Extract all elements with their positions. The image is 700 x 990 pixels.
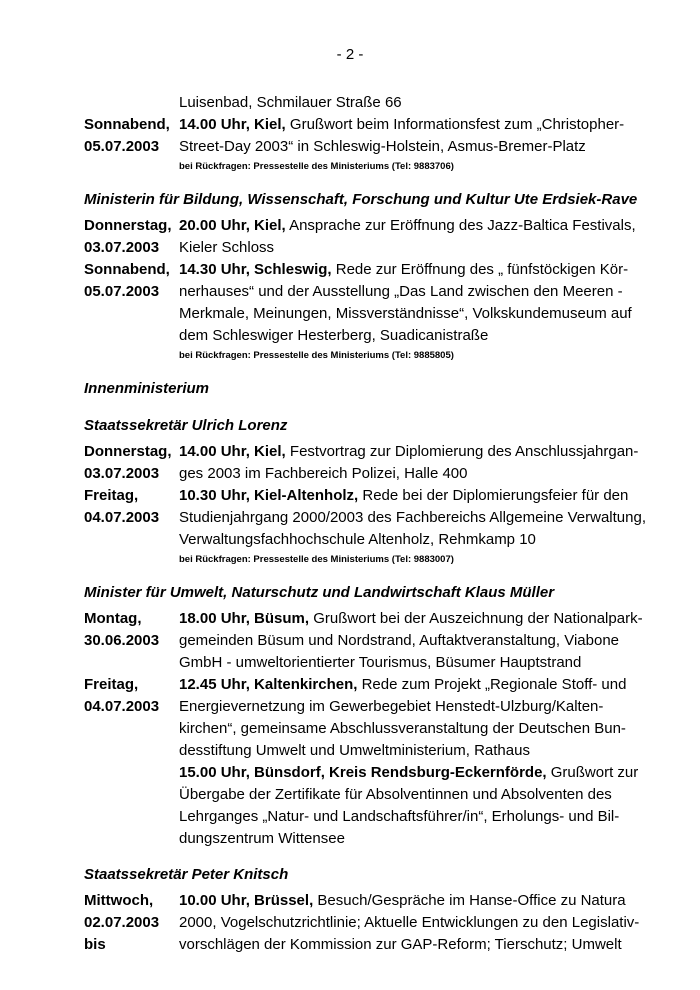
entry-text xyxy=(179,485,646,551)
entry-range: bis xyxy=(84,936,106,953)
entry-desc: Rede zur Eröffnung des „ fünfstöckigen Kör- xyxy=(331,261,629,278)
entry-line xyxy=(179,762,644,784)
entry-line xyxy=(179,114,644,136)
press-contact-note: bei Rückfragen: Pressestelle des Ministeriums (Tel: 9885805) xyxy=(179,350,454,361)
entry-desc: Rede zum Projekt „Regionale Stoff- und xyxy=(357,676,627,693)
entry-line: Verwaltungsfachhochschule Altenholz, Rehmkamp 10 xyxy=(179,531,536,548)
entry-line: 2000, Vogelschutzrichtlinie; Aktuelle Entwicklungen zu den Legislativ- xyxy=(179,914,640,931)
entry-date xyxy=(84,441,179,485)
entry-line: gemeinden Büsum und Nordstrand, Auftaktveranstaltung, Viabone xyxy=(179,632,620,649)
entry-text xyxy=(179,608,644,674)
entry-line: Street-Day 2003“ in Schleswig-Holstein, Asmus-Bremer-Platz xyxy=(179,138,586,155)
entry-line: Lehrganges „Natur- und Landschaftsführer/in“, Erholungs- und Bil- xyxy=(179,808,620,825)
entry-line: kirchen“, gemeinsame Abschlussveranstaltung der Deutschen Bun- xyxy=(179,720,626,737)
entry-line: desstiftung Umwelt und Umweltministerium, Rathaus xyxy=(179,742,530,759)
entry-weekday: Freitag, xyxy=(84,487,139,504)
entry-date xyxy=(84,114,179,158)
entry-date xyxy=(84,608,179,674)
entry-text xyxy=(179,441,644,485)
section-heading: Innenministerium xyxy=(84,380,210,397)
entry-line: Energievernetzung im Gewerbegebiet Henstedt-Ulzburg/Kalten- xyxy=(179,698,604,715)
entry-time-place: 15.00 Uhr, Bünsdorf, Kreis Rendsburg-Eckernförde, xyxy=(179,764,547,781)
entry-date xyxy=(84,92,179,114)
entry-desc: Besuch/Gespräche im Hanse-Office zu Natura xyxy=(313,892,626,909)
entry-time-place: 14.00 Uhr, Kiel, xyxy=(179,116,286,133)
entry-day: 03.07.2003 xyxy=(84,465,160,482)
schedule-entry xyxy=(84,890,644,956)
entry-day: 02.07.2003 xyxy=(84,914,160,931)
entry-line: vorschlägen der Kommission zur GAP-Reform; Tierschutz; Umwelt xyxy=(179,936,622,953)
section-heading: Staatssekretär Ulrich Lorenz xyxy=(84,417,288,434)
entry-text xyxy=(179,890,644,956)
entry-weekday: Sonnabend, xyxy=(84,261,170,278)
entry-line: dungszentrum Wittensee xyxy=(179,830,345,847)
schedule-entry xyxy=(84,215,644,259)
entry-line xyxy=(179,215,644,237)
entry-line: Kieler Schloss xyxy=(179,239,275,256)
entry-day: 03.07.2003 xyxy=(84,239,160,256)
entry-text xyxy=(179,674,644,850)
entry-line: dem Schleswiger Hesterberg, Suadicanistraße xyxy=(179,327,489,344)
entry-desc: Rede bei der Diplomierungsfeier für den xyxy=(358,487,629,504)
entry-line xyxy=(179,608,644,630)
entry-time-place: 14.30 Uhr, Schleswig, xyxy=(179,261,332,278)
entry-day: 30.06.2003 xyxy=(84,632,160,649)
schedule-entry xyxy=(84,114,644,158)
entry-time-place: 10.00 Uhr, Brüssel, xyxy=(179,892,314,909)
section-heading: Ministerin für Bildung, Wissenschaft, Forschung und Kultur Ute Erdsiek-Rave xyxy=(84,191,638,208)
schedule-entry xyxy=(84,485,644,551)
entry-line: nerhauses“ und der Ausstellung „Das Land zwischen den Meeren - xyxy=(179,283,623,300)
entry-day: 05.07.2003 xyxy=(84,138,160,155)
schedule-entry xyxy=(84,441,644,485)
schedule-entry xyxy=(84,92,644,114)
entry-desc: Grußwort zur xyxy=(546,764,639,781)
entry-date xyxy=(84,485,179,551)
entry-desc: Grußwort bei der Auszeichnung der Nationalpark- xyxy=(309,610,643,627)
entry-line xyxy=(179,259,644,281)
entry-text xyxy=(179,215,644,259)
entry-date xyxy=(84,215,179,259)
entry-line: Merkmale, Meinungen, Missverständnisse“, Volkskundemuseum auf xyxy=(179,305,632,322)
entry-weekday: Donnerstag, xyxy=(84,217,172,234)
entry-weekday: Sonnabend, xyxy=(84,116,170,133)
entry-text xyxy=(179,114,644,158)
press-contact-note: bei Rückfragen: Pressestelle des Ministeriums (Tel: 9883007) xyxy=(179,554,454,565)
entry-line xyxy=(179,674,644,696)
entry-time-place: 10.30 Uhr, Kiel-Altenholz, xyxy=(179,487,359,504)
entry-line xyxy=(179,441,644,463)
entry-time-place: 14.00 Uhr, Kiel, xyxy=(179,443,286,460)
entry-desc: Grußwort beim Informationsfest zum „Christopher- xyxy=(285,116,625,133)
entry-text xyxy=(179,92,644,114)
entry-day: 04.07.2003 xyxy=(84,509,160,526)
schedule-entry xyxy=(84,608,644,674)
entry-desc: Festvortrag zur Diplomierung des Anschlussjahrgan- xyxy=(285,443,639,460)
press-contact-note: bei Rückfragen: Pressestelle des Ministeriums (Tel: 9883706) xyxy=(179,161,454,172)
entry-day: 05.07.2003 xyxy=(84,283,160,300)
entry-line: GmbH - umweltorientierter Tourismus, Büsumer Hauptstrand xyxy=(179,654,582,671)
schedule-entry xyxy=(84,259,644,347)
document-body xyxy=(84,92,644,956)
entry-time-place: 20.00 Uhr, Kiel, xyxy=(179,217,286,234)
entry-line xyxy=(179,890,644,912)
section-heading: Minister für Umwelt, Naturschutz und Landwirtschaft Klaus Müller xyxy=(84,584,555,601)
entry-line xyxy=(179,485,646,507)
entry-desc: Ansprache zur Eröffnung des Jazz-Baltica Festivals, xyxy=(285,217,636,234)
entry-weekday: Mittwoch, xyxy=(84,892,154,909)
entry-line: Studienjahrgang 2000/2003 des Fachbereichs Allgemeine Verwaltung, xyxy=(179,509,646,526)
entry-text xyxy=(179,259,644,347)
entry-line: ges 2003 im Fachbereich Polizei, Halle 400 xyxy=(179,465,468,482)
entry-time-place: 18.00 Uhr, Büsum, xyxy=(179,610,310,627)
entry-weekday: Donnerstag, xyxy=(84,443,172,460)
entry-date xyxy=(84,890,179,956)
entry-date xyxy=(84,674,179,850)
entry-weekday: Freitag, xyxy=(84,676,139,693)
entry-weekday: Montag, xyxy=(84,610,142,627)
entry-line: Übergabe der Zertifikate für Absolventinnen und Absolventen des xyxy=(179,786,612,803)
entry-date xyxy=(84,259,179,347)
entry-day: 04.07.2003 xyxy=(84,698,160,715)
schedule-entry xyxy=(84,674,644,850)
entry-line: Luisenbad, Schmilauer Straße 66 xyxy=(179,94,402,111)
entry-time-place: 12.45 Uhr, Kaltenkirchen, xyxy=(179,676,358,693)
page-number: - 2 - xyxy=(336,46,364,63)
section-heading: Staatssekretär Peter Knitsch xyxy=(84,866,289,883)
